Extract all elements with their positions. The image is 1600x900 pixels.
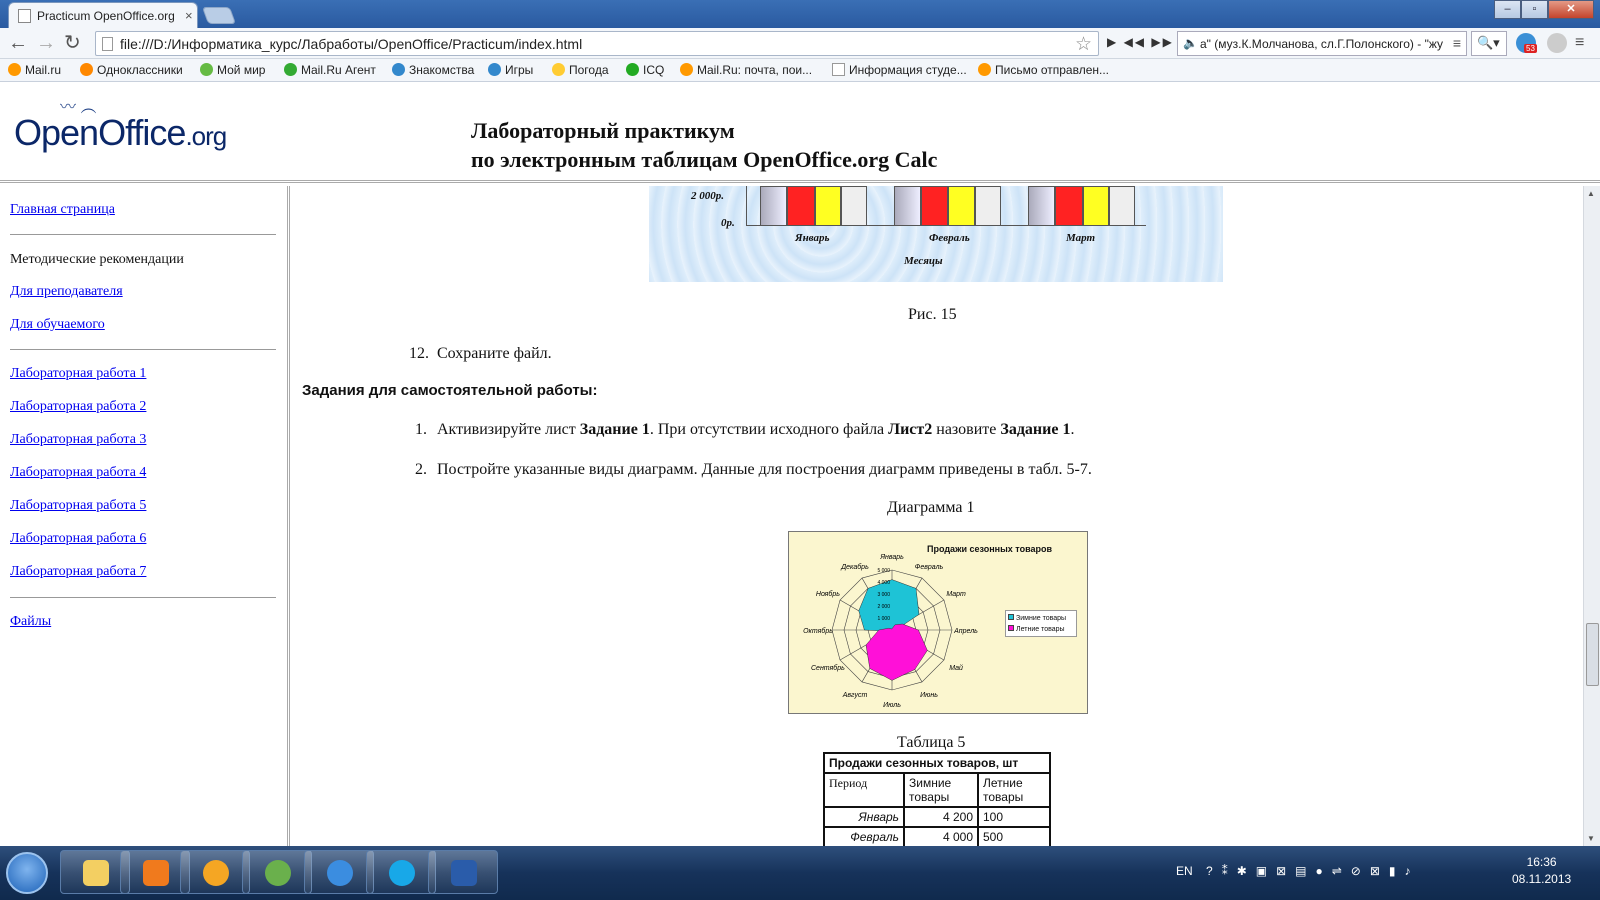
bar bbox=[841, 186, 867, 226]
bar bbox=[760, 186, 787, 226]
nav-link-lab-5[interactable]: Лабораторная работа 5 bbox=[10, 498, 147, 513]
tab-close-icon[interactable]: × bbox=[185, 8, 193, 23]
bookmark-item[interactable]: Информация студе... bbox=[832, 63, 967, 77]
reload-icon[interactable]: ↻ bbox=[64, 32, 81, 54]
clock[interactable]: 16:36 08.11.2013 bbox=[1512, 855, 1572, 886]
x-tick-label: Март bbox=[1066, 232, 1096, 244]
bookmark-item[interactable]: Мой мир bbox=[200, 63, 265, 77]
bar bbox=[975, 186, 1001, 226]
tab-title: Practicum OpenOffice.org bbox=[37, 9, 175, 23]
r-tick-label: 4 000 bbox=[877, 580, 890, 586]
word-icon[interactable] bbox=[428, 850, 498, 894]
nav-link-lab-2[interactable]: Лабораторная работа 2 bbox=[10, 399, 147, 414]
bar bbox=[1083, 186, 1109, 226]
radar-plot bbox=[789, 532, 1004, 715]
minimize-button[interactable]: – bbox=[1494, 0, 1521, 19]
mail-agent-icon[interactable] bbox=[180, 850, 250, 894]
url-text: file:///D:/Информатика_курс/Лабработы/OpenOffice/Practicum/index.html bbox=[120, 36, 583, 52]
openoffice-logo: OpenOffice.org bbox=[14, 112, 227, 153]
bar bbox=[894, 186, 921, 226]
back-arrow-icon[interactable]: ← bbox=[8, 32, 28, 54]
page-header bbox=[0, 82, 1600, 183]
r-tick-label: 5 000 bbox=[877, 568, 890, 574]
player-text: a" (муз.К.Молчанова, сл.Г.Полонского) - "жу bbox=[1200, 37, 1443, 51]
scroll-thumb[interactable] bbox=[1586, 623, 1599, 686]
category-label: Февраль bbox=[914, 563, 944, 571]
nav-heading-methodics: Методические рекомендации bbox=[10, 252, 184, 267]
table-5 bbox=[823, 752, 1051, 846]
category-label: Май bbox=[949, 665, 963, 672]
bar bbox=[1028, 186, 1055, 226]
r-tick-label: 1 000 bbox=[877, 616, 890, 622]
chart-title: Продажи сезонных товаров bbox=[927, 544, 1053, 554]
table-caption: Таблица 5 bbox=[897, 734, 966, 751]
page-icon bbox=[102, 37, 113, 51]
table-row: Январь 4 200 100 bbox=[824, 807, 1050, 827]
nav-link-lab-4[interactable]: Лабораторная работа 4 bbox=[10, 465, 147, 480]
main-content bbox=[293, 186, 1583, 846]
x-tick-label: Февраль bbox=[929, 232, 970, 244]
web-page bbox=[0, 82, 1600, 846]
table-header: Период bbox=[824, 773, 904, 807]
r-tick-label: 2 000 bbox=[877, 604, 890, 610]
left-navigation bbox=[0, 186, 290, 846]
y-tick-label: 2 000р. bbox=[691, 190, 724, 202]
category-label: Июнь bbox=[920, 692, 938, 700]
nav-link-teacher[interactable]: Для преподавателя bbox=[10, 284, 123, 299]
bookmark-item[interactable]: Игры bbox=[488, 63, 533, 77]
tasks-heading: Задания для самостоятельной работы: bbox=[302, 382, 598, 399]
category-label: Апрель bbox=[954, 628, 978, 635]
category-label: Август bbox=[842, 692, 868, 700]
media-controls[interactable]: ▶ ◀◀ ▶▶ bbox=[1107, 35, 1174, 49]
figure-caption: Рис. 15 bbox=[908, 306, 957, 323]
skype-icon[interactable] bbox=[366, 850, 436, 894]
category-label: Декабрь bbox=[841, 563, 869, 571]
list-number: 2. bbox=[415, 461, 427, 478]
browser-toolbar bbox=[0, 28, 1600, 59]
task-1-text: Активизируйте лист Задание 1. При отсутствии исходного файла Лист2 назовите Задание 1. bbox=[437, 421, 1075, 438]
windows-taskbar bbox=[0, 846, 1600, 900]
category-label: Июль bbox=[883, 702, 901, 709]
chart-legend bbox=[1005, 610, 1077, 637]
y-tick-label: 0р. bbox=[721, 217, 735, 229]
bar bbox=[787, 186, 815, 226]
chrome-menu-icon[interactable]: ≡ bbox=[1575, 34, 1585, 51]
x-axis-label: Месяцы bbox=[904, 255, 943, 267]
x-tick-label: Январь bbox=[795, 232, 830, 244]
bar bbox=[815, 186, 841, 226]
series-area bbox=[866, 624, 927, 680]
bookmark-item[interactable]: Знакомства bbox=[392, 63, 474, 77]
speaker-icon: 🔈 bbox=[1183, 36, 1198, 50]
nav-link-student[interactable]: Для обучаемого bbox=[10, 317, 105, 332]
category-label: Октябрь bbox=[803, 628, 833, 635]
bookmark-item[interactable]: ICQ bbox=[626, 63, 664, 77]
close-button[interactable]: ✕ bbox=[1548, 0, 1594, 19]
nav-link-files[interactable]: Файлы bbox=[10, 614, 52, 629]
step-text: Сохраните файл. bbox=[437, 345, 552, 362]
page-title: Лабораторный практикум по электронным таблицам OpenOffice.org Calc bbox=[471, 118, 938, 172]
bookmark-item[interactable]: Письмо отправлен... bbox=[978, 63, 1109, 77]
nav-link-lab-6[interactable]: Лабораторная работа 6 bbox=[10, 531, 147, 546]
nav-link-lab-1[interactable]: Лабораторная работа 1 bbox=[10, 366, 147, 381]
page-icon bbox=[18, 9, 31, 23]
category-label: Ноябрь bbox=[815, 591, 840, 598]
profile-icon[interactable] bbox=[1547, 33, 1567, 53]
search-icon[interactable]: 🔍▾ bbox=[1471, 31, 1507, 56]
language-indicator[interactable]: EN bbox=[1176, 864, 1193, 878]
table-header: Летние товары bbox=[978, 773, 1050, 807]
bookmark-item[interactable]: Погода bbox=[552, 63, 609, 77]
category-label: Сентябрь bbox=[811, 665, 845, 672]
menu-icon[interactable]: ≡ bbox=[1452, 35, 1461, 51]
bookmark-item[interactable]: Mail.Ru: почта, пои... bbox=[680, 63, 812, 77]
figure-15-chart bbox=[649, 186, 1223, 282]
category-label: Январь bbox=[880, 554, 904, 561]
list-number: 1. bbox=[415, 421, 427, 438]
bookmark-item[interactable]: Mail.ru bbox=[8, 63, 61, 77]
nav-link-home[interactable]: Главная страница bbox=[10, 202, 115, 217]
diagram-caption: Диаграмма 1 bbox=[887, 499, 975, 516]
category-label: Март bbox=[946, 591, 966, 598]
table-row: Февраль 4 000 500 bbox=[824, 827, 1050, 846]
bookmarks-bar bbox=[0, 59, 1600, 82]
bar bbox=[1055, 186, 1083, 226]
bookmark-item[interactable]: Одноклассники bbox=[80, 63, 183, 77]
address-bar[interactable] bbox=[95, 31, 1099, 56]
table-title: Продажи сезонных товаров, шт bbox=[824, 753, 1050, 773]
bar bbox=[948, 186, 975, 226]
browser-tab[interactable] bbox=[8, 2, 198, 28]
start-button[interactable] bbox=[6, 852, 48, 894]
chrome-icon[interactable] bbox=[242, 850, 312, 894]
legend-item: Зимние товары bbox=[1008, 613, 1074, 624]
new-tab-button[interactable] bbox=[202, 7, 236, 24]
nav-link-lab-3[interactable]: Лабораторная работа 3 bbox=[10, 432, 147, 447]
task-2-text: Постройте указанные виды диаграмм. Данные для построения диаграмм приведены в табл. 5-7. bbox=[437, 461, 1092, 478]
vertical-scrollbar[interactable]: ▲ ▼ bbox=[1583, 186, 1600, 846]
logo-birds-icon: 〰 ︵ bbox=[60, 99, 97, 116]
maximize-button[interactable]: ▫ bbox=[1521, 0, 1548, 19]
window-titlebar bbox=[0, 0, 1600, 28]
bar bbox=[921, 186, 948, 226]
extension-player[interactable] bbox=[1177, 31, 1467, 56]
bookmark-item[interactable]: Mail.Ru Агент bbox=[284, 63, 376, 77]
nav-link-lab-7[interactable]: Лабораторная работа 7 bbox=[10, 564, 147, 579]
list-number: 12. bbox=[409, 345, 429, 362]
notification-badge: 53 bbox=[1526, 44, 1535, 53]
legend-item: Летние товары bbox=[1008, 624, 1074, 635]
bookmark-star-icon[interactable]: ☆ bbox=[1074, 34, 1092, 55]
tray-icons[interactable]: ?⁑✱▣⊠▤●⇌⊘⊠▮♪ bbox=[1206, 864, 1420, 878]
r-tick-label: 3 000 bbox=[877, 592, 890, 598]
diagram-1-radar-chart bbox=[788, 531, 1088, 714]
bar bbox=[1109, 186, 1135, 226]
internet-explorer-icon[interactable] bbox=[304, 850, 374, 894]
forward-arrow-icon[interactable]: → bbox=[36, 32, 56, 54]
table-header: Зимние товары bbox=[904, 773, 978, 807]
system-tray[interactable] bbox=[1176, 864, 1420, 878]
